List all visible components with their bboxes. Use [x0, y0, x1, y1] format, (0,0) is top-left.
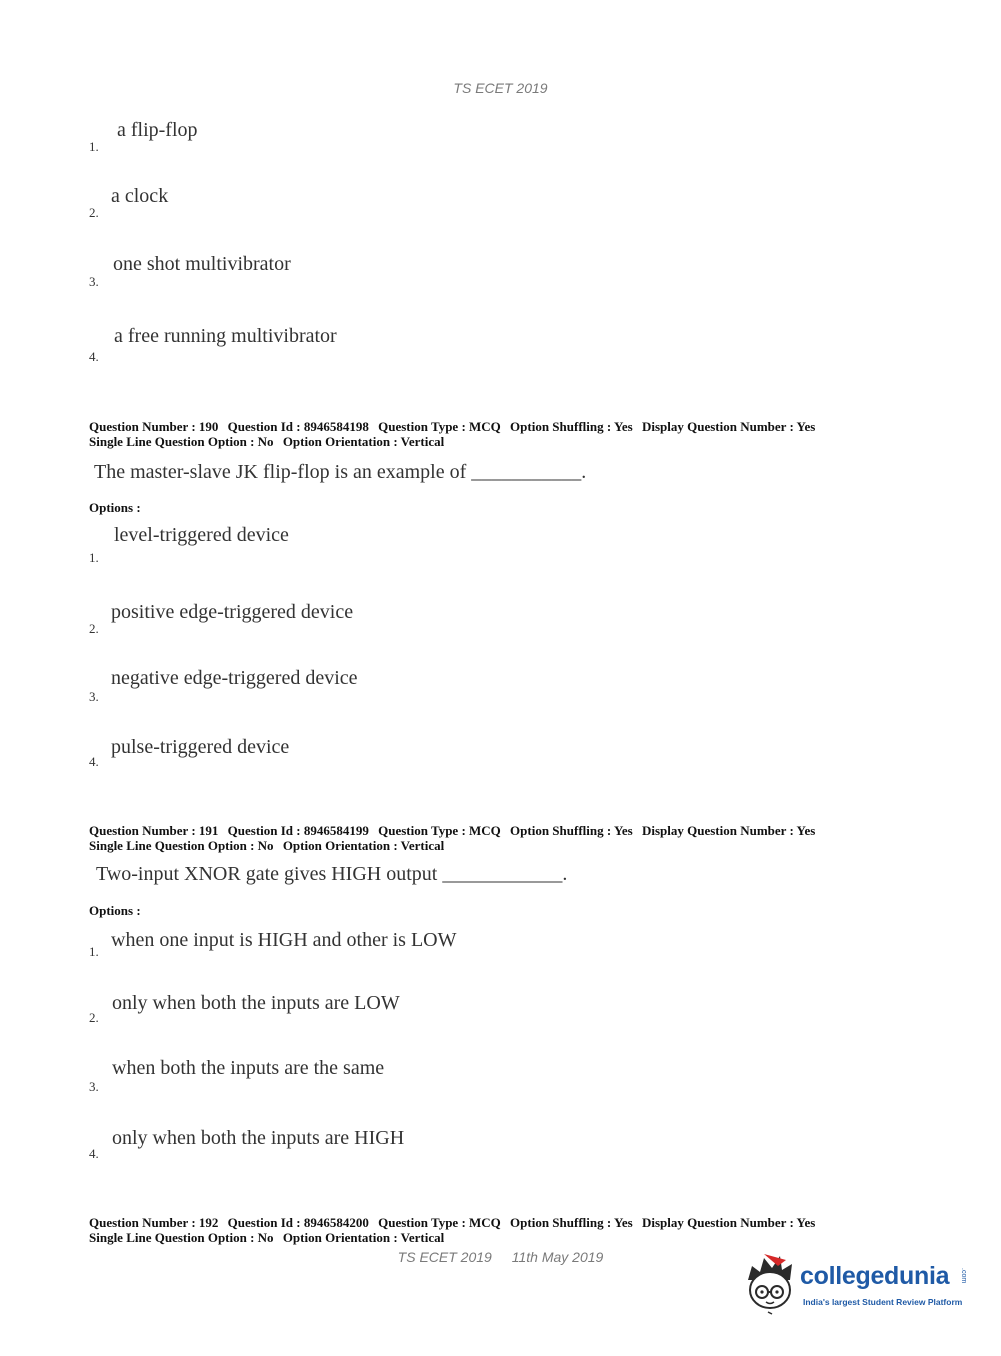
options-label: Options : — [89, 500, 141, 515]
option-text: when both the inputs are the same — [112, 1057, 385, 1079]
logo-tagline: India's largest Student Review Platform — [803, 1297, 963, 1307]
meta-single-line: Single Line Question Option : No — [89, 838, 274, 853]
option-text: level-triggered device — [114, 524, 289, 546]
meta-option-shuffling: Option Shuffling : Yes — [510, 1215, 633, 1230]
meta-question-type: Question Type : MCQ — [378, 419, 501, 434]
meta-orientation: Option Orientation : Vertical — [282, 1230, 445, 1245]
option-number: 2. — [89, 1010, 99, 1025]
meta-question-id: Question Id : 8946584199 — [227, 823, 369, 838]
meta-question-number: Question Number : 190 — [89, 419, 219, 434]
option-text: positive edge-triggered device — [111, 601, 354, 623]
meta-question-number: Question Number : 192 — [89, 1215, 219, 1230]
option-number: 3. — [89, 1079, 99, 1094]
option-text: a free running multivibrator — [114, 325, 337, 347]
logo-suffix: .com — [960, 1268, 967, 1284]
meta-question-number: Question Number : 191 — [89, 823, 219, 838]
option-number: 2. — [89, 621, 99, 636]
logo-wordmark: collegedunia — [800, 1262, 950, 1290]
option-number: 4. — [89, 1146, 99, 1161]
meta-question-id: Question Id : 8946584200 — [227, 1215, 369, 1230]
option-number: 1. — [89, 944, 99, 959]
question-meta-192 — [89, 1215, 821, 1245]
meta-single-line: Single Line Question Option : No — [89, 434, 274, 449]
meta-display-number: Display Question Number : Yes — [641, 419, 816, 434]
page-header: TS ECET 2019 — [453, 80, 548, 96]
option-text: one shot multivibrator — [113, 253, 291, 275]
question-meta-191 — [89, 823, 821, 853]
meta-option-shuffling: Option Shuffling : Yes — [510, 823, 633, 838]
meta-question-type: Question Type : MCQ — [378, 1215, 501, 1230]
option-text: pulse-triggered device — [111, 736, 290, 758]
option-number: 1. — [89, 139, 99, 154]
question-text-190: The master-slave JK flip-flop is an example of ___________. — [94, 461, 587, 483]
option-number: 4. — [89, 754, 99, 769]
meta-question-type: Question Type : MCQ — [378, 823, 501, 838]
option-number: 3. — [89, 274, 99, 289]
question-text-191: Two-input XNOR gate gives HIGH output ____________. — [96, 863, 568, 885]
meta-orientation: Option Orientation : Vertical — [282, 434, 445, 449]
option-text: a flip-flop — [117, 119, 198, 141]
option-number: 1. — [89, 550, 99, 565]
meta-question-id: Question Id : 8946584198 — [227, 419, 369, 434]
option-text: only when both the inputs are HIGH — [112, 1127, 405, 1149]
footer-date: 11th May 2019 — [511, 1249, 604, 1265]
option-text: only when both the inputs are LOW — [112, 992, 400, 1014]
option-number: 3. — [89, 689, 99, 704]
meta-display-number: Display Question Number : Yes — [641, 823, 816, 838]
option-number: 4. — [89, 349, 99, 364]
option-text: a clock — [111, 185, 169, 207]
option-text: negative edge-triggered device — [111, 667, 358, 689]
meta-single-line: Single Line Question Option : No — [89, 1230, 274, 1245]
meta-orientation: Option Orientation : Vertical — [282, 838, 445, 853]
mascot-icon — [742, 1250, 802, 1318]
option-number: 2. — [89, 205, 99, 220]
meta-option-shuffling: Option Shuffling : Yes — [510, 419, 633, 434]
options-label: Options : — [89, 903, 141, 918]
question-meta-190 — [89, 419, 821, 449]
meta-display-number: Display Question Number : Yes — [641, 1215, 816, 1230]
footer-exam: TS ECET 2019 — [397, 1249, 492, 1265]
collegedunia-logo — [742, 1250, 972, 1318]
option-text: when one input is HIGH and other is LOW — [111, 929, 457, 951]
